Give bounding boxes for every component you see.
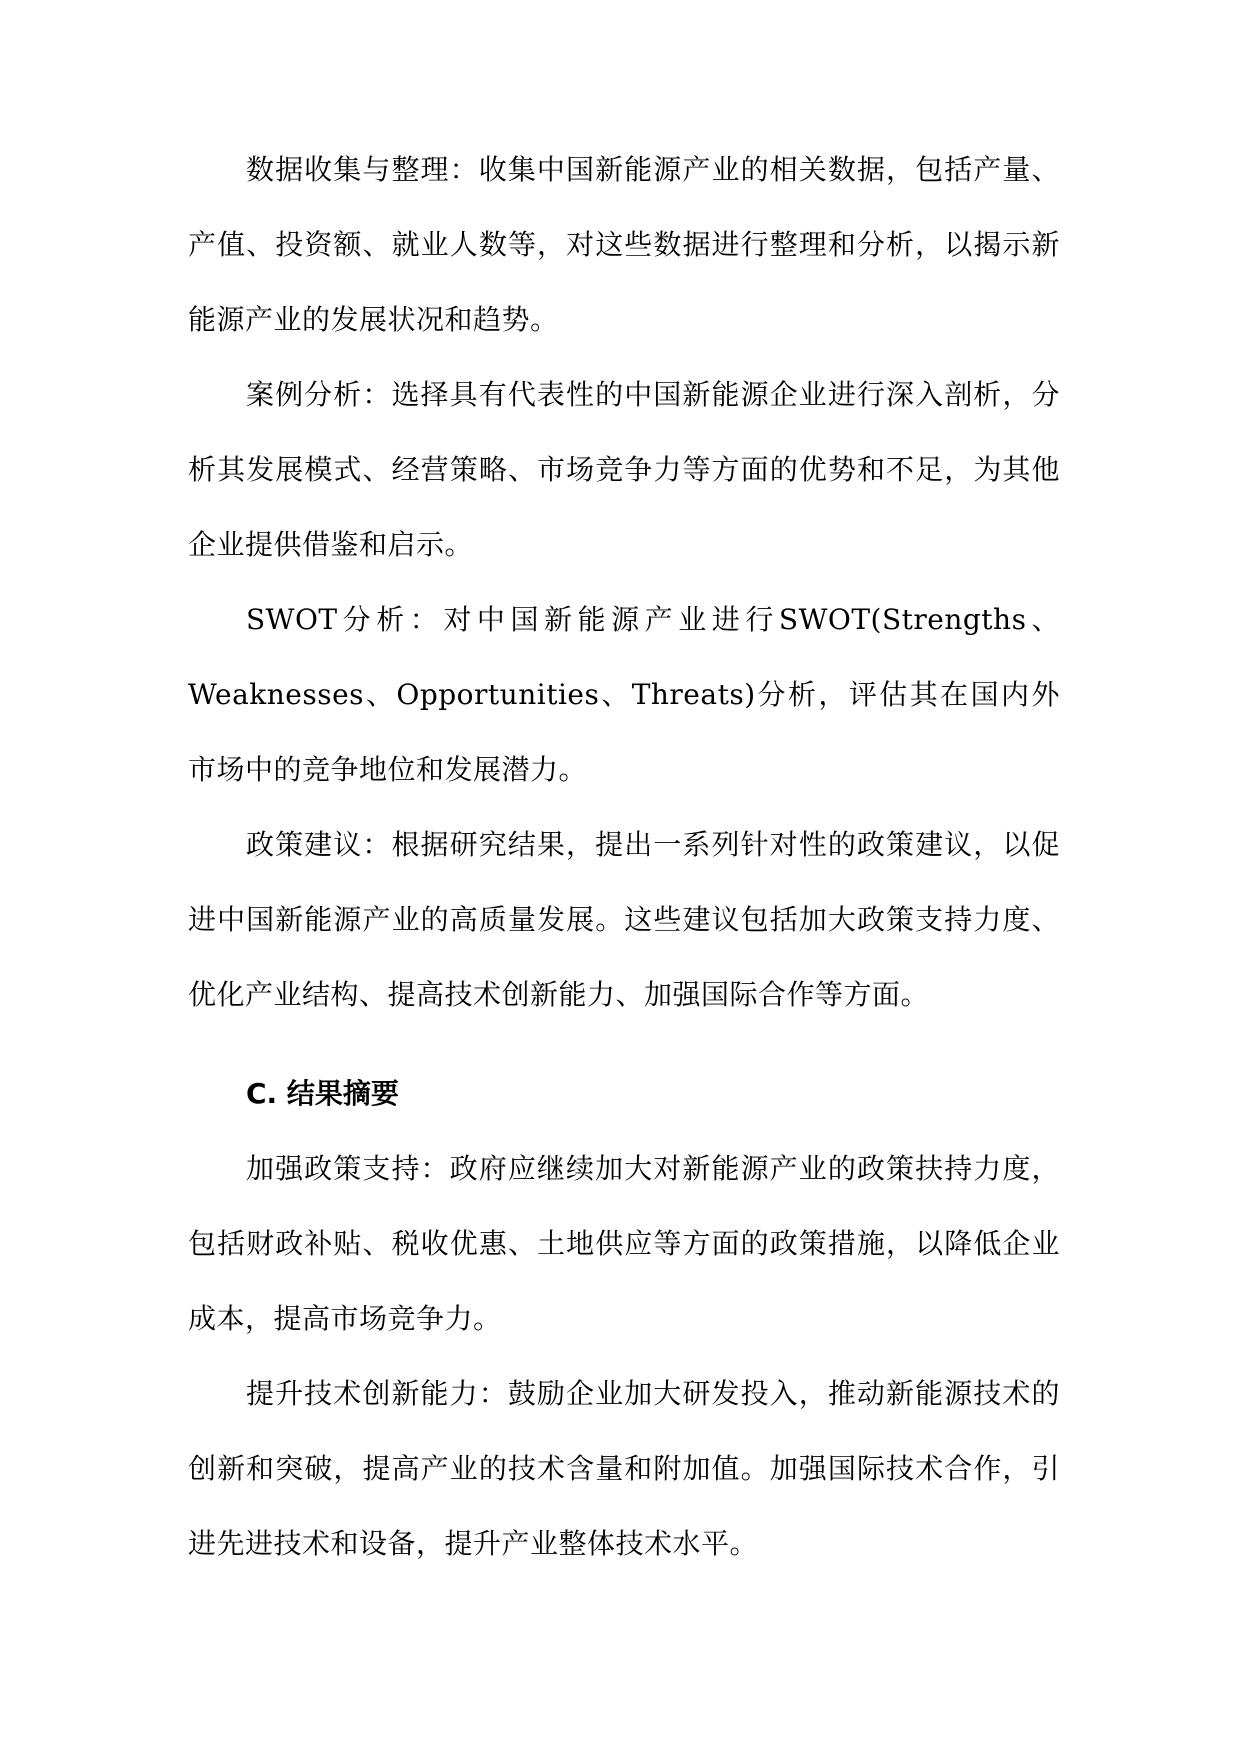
paragraph-strengthen-policy: 加强政策支持：政府应继续加大对新能源产业的政策扶持力度，包括财政补贴、税收优惠、土地供应等方面的政策措施，以降低企业成本，提高市场竞争力。 (188, 1152, 1060, 1335)
paragraph-policy-suggestions: 政策建议：根据研究结果，提出一系列针对性的政策建议，以促进中国新能源产业的高质量发展。这些建议包括加大政策支持力度、优化产业结构、提高技术创新能力、加强国际合作等方面。 (188, 828, 1060, 1011)
document-body (188, 132, 1060, 1581)
paragraph-data-collection: 数据收集与整理：收集中国新能源产业的相关数据，包括产量、产值、投资额、就业人数等，对这些数据进行整理和分析，以揭示新能源产业的发展状况和趋势。 (188, 153, 1060, 336)
paragraph-tech-innovation: 提升技术创新能力：鼓励企业加大研发投入，推动新能源技术的创新和突破，提高产业的技术含量和附加值。加强国际技术合作，引进先进技术和设备，提升产业整体技术水平。 (188, 1377, 1060, 1560)
paragraph-case-analysis: 案例分析：选择具有代表性的中国新能源企业进行深入剖析，分析其发展模式、经营策略、市场竞争力等方面的优势和不足，为其他企业提供借鉴和启示。 (188, 378, 1060, 561)
section-heading-results-summary: C. 结果摘要 (246, 1077, 399, 1110)
paragraph-swot-analysis: SWOT分析：对中国新能源产业进行SWOT(Strengths、Weaknesses、Opportunities、Threats)分析，评估其在国内外市场中的竞争地位和发展潜力。 (188, 603, 1060, 786)
